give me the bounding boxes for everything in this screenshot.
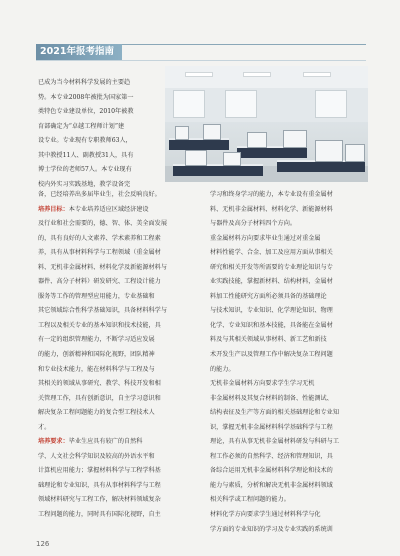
text-line: 育部确定为“卓越工程师计划”建 [38,122,125,130]
page-number: 126 [36,540,50,548]
text-line: 的能力。 [210,365,235,373]
text-line: 有一定的组织管理能力，不断学习适应发展 [38,336,155,344]
text-line: 程工作必须的自然科学、经济和管理知识，具 [210,452,333,460]
text-line: 研究和相关开发等所需要的专业理论知识与专 [210,263,333,271]
text-line: 术开发生产以及管理工作中解决复杂工程问题 [210,351,333,359]
text-line: 无机非金属材料方向要求学生学习无机 [210,380,315,388]
text-line: 料加工性能研究方面所必须具备的基础理论 [210,292,327,300]
text-line: 的，具有良好的人文素养、学术素养和工程素 [38,234,161,242]
text-line: 备综合运用无机非金属材料科学理论和技术的 [210,467,333,475]
text-line: 设专业。专业现有专职教师63人， [38,137,132,145]
text-line: 服务等工作的管理型应用能力，专业基础和 [38,292,155,300]
photo-instrument [175,126,189,140]
text-line: 材料化学方向要求学生通过材料科学与化 [210,511,321,519]
photo-window [225,90,257,118]
text-line: 其它领域综合性科学基础知识，具备材料科学与 [38,307,167,315]
photo-instrument [203,124,221,140]
text-line [38,203,167,218]
text-line: 化学、专业知识和基本技能，具备能在金属材 [210,321,333,329]
left-column-body [38,188,167,523]
right-column-body [210,188,339,537]
text-line: 及行业和社会需要的，德、智、体、美全面发展 [38,220,167,228]
photo-instrument [315,140,343,162]
text-line: 势。本专业2008年被批为国家第一 [38,93,134,101]
text-line: 与器件及高分子材料四个方向。 [210,220,296,228]
text-line: 理论，具有从事无机非金属材料研发与科研与工 [210,438,339,446]
text-line: 业实践技能，掌握新材料、结构材料，金属材 [210,278,333,286]
text-line: 学方面的专业知识的学习及专业实践的系统训 [210,525,333,533]
photo-light [303,72,331,77]
text-line: 学、人文社会科学知识及较高的外语水平和 [38,452,155,460]
text-line: 其中教授11人、副教授31人，具有 [38,151,134,159]
text-line: 重金属材料方向要求毕业生通过对重金属 [210,234,321,242]
text-line: 领域材料研究与工程工作，解决材料领域复杂 [38,496,161,504]
photo-ceiling [165,66,368,88]
text-line: 与技术知识，专业知识、化学理论知识、物理 [210,307,333,315]
section-lead: 培养要求： [38,438,69,446]
text-run: 本专业培养适应区域经济建设 [68,205,149,213]
photo-light [243,72,271,77]
text-line: 学习和终身学习的能力，本专业设有重金属材 [210,191,333,198]
photo-light [185,72,213,77]
text-line: 料、无机非金属材料、材料化学及新能源材料与 [38,263,167,271]
header-underline [36,60,366,61]
text-run: 毕业生应具有较广的自然科 [68,438,143,446]
text-line: 已成为当今材料科学发展的主要趋 [38,79,131,86]
text-line: 博士学位的老师57人。本专业现有 [38,166,132,174]
photo-instrument [185,150,207,166]
text-line: 其相关的领域从事研究、教学、科技开发和相 [38,380,161,388]
text-line: 料、无机非金属材料、材料化学、新能源材料 [210,205,333,213]
text-line: 非金属材料及其复合材料的制备、性能测试、 [210,394,333,402]
photo-instrument [223,152,241,166]
text-line: 器件、高分子材料）研发研究、工程设计能力 [38,278,161,286]
text-line: 才。 [38,423,51,431]
text-line: 能力与素质，分析和解决无机非金属材料领域 [210,481,333,489]
photo-window [315,90,347,118]
text-line: 解决复杂工程问题能力的复合型工程技术人 [38,409,155,417]
text-line: 备，已经培养出多届毕业生，社会反响良好。 [38,191,161,198]
text-line: 础理论和专业知识，具有从事材料科学与工程 [38,481,161,489]
text-line: 工程以及相关专业的基本知识和技术技能，具 [38,321,161,329]
text-line: 料及与其相关领域从事材料、新工艺和新技 [210,336,327,344]
left-column-top [38,76,133,192]
photo-instrument [345,144,365,162]
section-lead: 培养目标： [38,205,69,213]
text-line [38,435,167,450]
text-line: 和专业技术能力，能在材料科学与工程及与 [38,365,155,373]
text-line: 工程问题的能力，同时具有国际化视野，自主 [38,511,161,519]
laboratory-photo [165,66,368,182]
photo-instrument [247,132,267,148]
text-line: 相关科学或工程问题的能力。 [210,496,290,504]
photo-window [173,90,205,118]
text-line: 的能力，创新精神和国际化视野，团队精神 [38,351,155,359]
text-line: 结构表征及生产等方面的相关基础理论和专业知 [210,409,339,417]
text-line: 校内外实习实践基地，教学设备完 [38,180,131,188]
text-line: 关管理工作，具有创新意识，自主学习意识和 [38,394,161,402]
photo-instrument [283,130,307,148]
text-line: 识，掌握无机非金属材料科学基础科学与工程 [210,423,333,431]
section-header: 2021年报考指南 [36,44,122,60]
text-line: 计算机应用能力；掌握材料科学与工程学科基 [38,467,161,475]
text-line: 养，具有从事材料科学与工程领域（重金属材 [38,249,161,257]
text-line: 类特色专业建设单位，2010年被教 [38,108,134,116]
text-line: 材料性能学、合金、加工及应用方面从事相关 [210,249,333,257]
